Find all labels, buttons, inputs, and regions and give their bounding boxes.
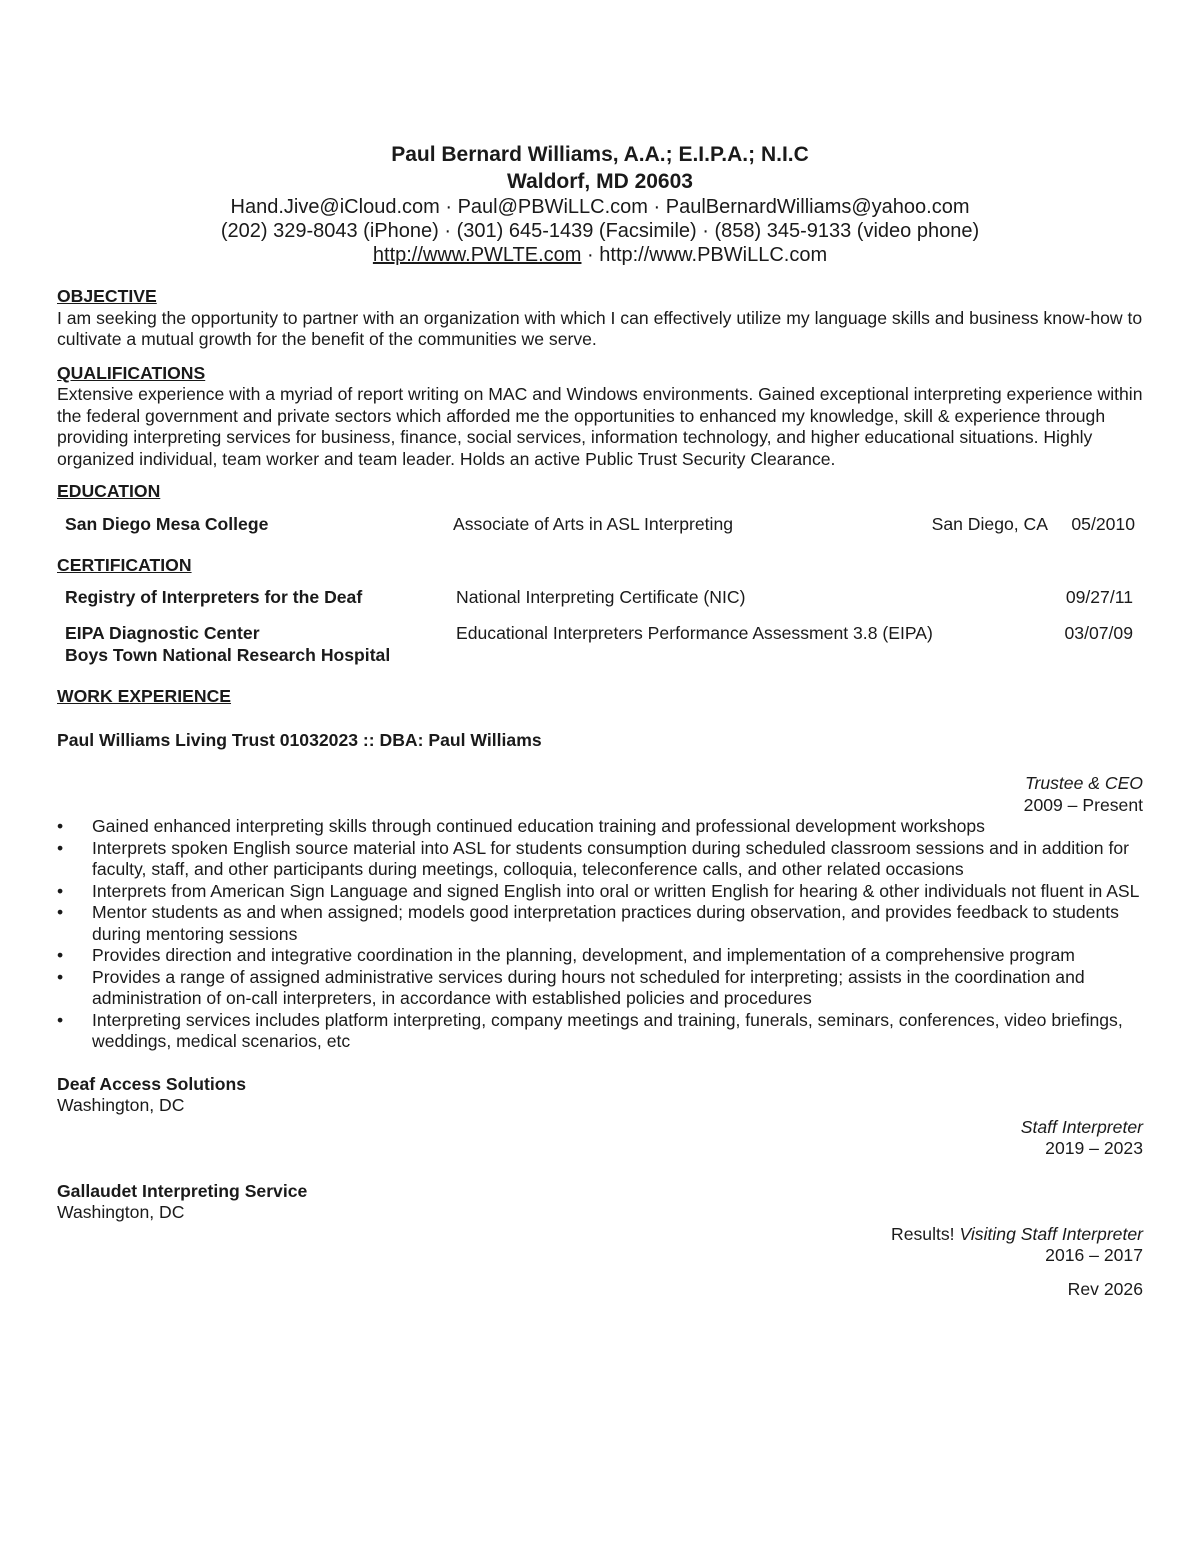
- certification-date: 03/07/09: [1064, 623, 1133, 643]
- email-pbwillc[interactable]: Paul@PBWiLLC.com: [457, 196, 648, 218]
- qualifications-text: Extensive experience with a myriad of report writing on MAC and Windows environments. Gained exceptional interpreting experience within the federal government and private sectors which afforded me the opportunities to enhanced my knowledge, skill & experience through providing interpreting services for business, finance, social services, information technology, and higher educational situations. Highly organized individual, team worker and team leader. Holds an active Public Trust Security Clearance.: [57, 384, 1143, 469]
- job-role: Visiting Staff Interpreter: [959, 1223, 1143, 1244]
- certification-name: Educational Interpreters Performance Assessment 3.8 (EIPA): [456, 623, 933, 643]
- education-heading: EDUCATION: [57, 481, 161, 501]
- job-duties-list: [57, 816, 1147, 1053]
- education-row: [57, 513, 1147, 535]
- bullet-icon: •: [57, 945, 64, 965]
- email-yahoo[interactable]: PaulBernardWilliams@yahoo.com: [665, 196, 970, 218]
- separator: ·: [445, 196, 453, 218]
- education-degree: Associate of Arts in ASL Interpreting: [453, 513, 734, 534]
- certification-row: [57, 586, 1147, 608]
- bullet-icon: •: [57, 902, 64, 922]
- website-line: [0, 243, 1200, 267]
- website-link-pwlte[interactable]: http://www.PWLTE.com: [372, 244, 582, 266]
- job-dates: 2016 – 2017: [1045, 1245, 1143, 1265]
- job-dates: 2019 – 2023: [1045, 1138, 1143, 1158]
- certification-name: National Interpreting Certificate (NIC): [456, 587, 746, 607]
- candidate-location: Waldorf, MD 20603: [507, 170, 693, 193]
- certification-date: 09/27/11: [1065, 587, 1133, 607]
- job-city: Washington, DC: [57, 1095, 185, 1115]
- email-line: [0, 195, 1200, 219]
- education-school: San Diego Mesa College: [65, 513, 269, 534]
- job-employer: Paul Williams Living Trust 01032023 :: DBA: Paul Williams: [57, 729, 542, 750]
- certification-org: Registry of Interpreters for the Deaf: [65, 587, 363, 607]
- duty-text: Interpreting services includes platform interpreting, company meetings and training, funerals, seminars, conferences, video briefings, weddings, medical scenarios, etc: [92, 1009, 1123, 1051]
- website-pbwillc[interactable]: http://www.PBWiLLC.com: [599, 244, 828, 266]
- job-role-line: [57, 1224, 1147, 1246]
- email-icloud[interactable]: Hand.Jive@iCloud.com: [230, 196, 440, 218]
- certification-org: EIPA Diagnostic Center: [65, 623, 260, 643]
- certification-row-continued: [57, 644, 1147, 666]
- duty-text: Provides a range of assigned administrative services during hours not scheduled for interpreting; assists in the coordination and administration of on-call interpreters, in accordance with established policies and procedures: [92, 966, 1085, 1008]
- duty-text: Interprets spoken English source material into ASL for students consumption during scheduled classroom sessions and in addition for faculty, staff, and other participants during meetings, colloquia, teleconference calls, and other related occasions: [92, 837, 1129, 879]
- separator: ·: [587, 244, 594, 266]
- job-role: Trustee & CEO: [1025, 773, 1143, 793]
- list-item: [57, 945, 1147, 967]
- list-item: [57, 838, 1147, 881]
- revision-label: Rev 2026: [1067, 1278, 1143, 1299]
- list-item: [57, 902, 1147, 945]
- certification-org-secondary: Boys Town National Research Hospital: [65, 645, 391, 665]
- objective-heading: OBJECTIVE: [57, 286, 157, 306]
- list-item: [57, 816, 1147, 838]
- list-item: [57, 1010, 1147, 1053]
- separator: ·: [653, 196, 661, 218]
- duty-text: Interprets from American Sign Language and signed English into oral or written English for hearing & other individuals not fluent in ASL: [92, 880, 1140, 901]
- resume-body: [57, 286, 1147, 1300]
- work-experience-heading: WORK EXPERIENCE: [57, 686, 232, 706]
- separator: ·: [444, 220, 452, 242]
- certification-row: [57, 622, 1147, 644]
- job-dates: 2009 – Present: [1023, 794, 1143, 815]
- job-employer: Gallaudet Interpreting Service: [57, 1180, 308, 1201]
- job-role: Staff Interpreter: [1020, 1116, 1143, 1137]
- duty-text: Gained enhanced interpreting skills through continued education training and professional development workshops: [92, 816, 985, 836]
- bullet-icon: •: [57, 880, 64, 901]
- duty-text: Mentor students as and when assigned; models good interpretation practices during observation, and provides feedback to students during mentoring sessions: [92, 902, 1119, 944]
- education-date: 05/2010: [1071, 513, 1135, 534]
- certification-heading: CERTIFICATION: [57, 554, 192, 575]
- phone-video: (858) 345-9133 (video phone): [714, 220, 980, 242]
- job-employer: Deaf Access Solutions: [57, 1073, 247, 1094]
- bullet-icon: •: [57, 1009, 64, 1030]
- education-location: San Diego, CA: [931, 513, 1048, 534]
- job-role-prefix: Results!: [891, 1223, 955, 1244]
- bullet-icon: •: [57, 966, 64, 987]
- job-city: Washington, DC: [57, 1202, 185, 1222]
- list-item: [57, 881, 1147, 903]
- qualifications-heading: QUALIFICATIONS: [57, 362, 206, 383]
- list-item: [57, 967, 1147, 1010]
- bullet-icon: •: [57, 837, 64, 858]
- phone-fax: (301) 645-1439 (Facsimile): [456, 220, 697, 242]
- resume-header: [0, 141, 1200, 267]
- separator: ·: [702, 220, 709, 242]
- phone-line: [0, 219, 1200, 243]
- objective-text: I am seeking the opportunity to partner with an organization with which I can effectively utilize my language skills and business know-how to cultivate a mutual growth for the benefit of the communities we serve.: [57, 307, 1143, 349]
- bullet-icon: •: [57, 816, 64, 836]
- candidate-name: Paul Bernard Williams, A.A.; E.I.P.A.; N.I.C: [391, 143, 809, 166]
- phone-iphone: (202) 329-8043 (iPhone): [220, 220, 439, 242]
- duty-text: Provides direction and integrative coordination in the planning, development, and implementation of a comprehensive program: [92, 945, 1075, 965]
